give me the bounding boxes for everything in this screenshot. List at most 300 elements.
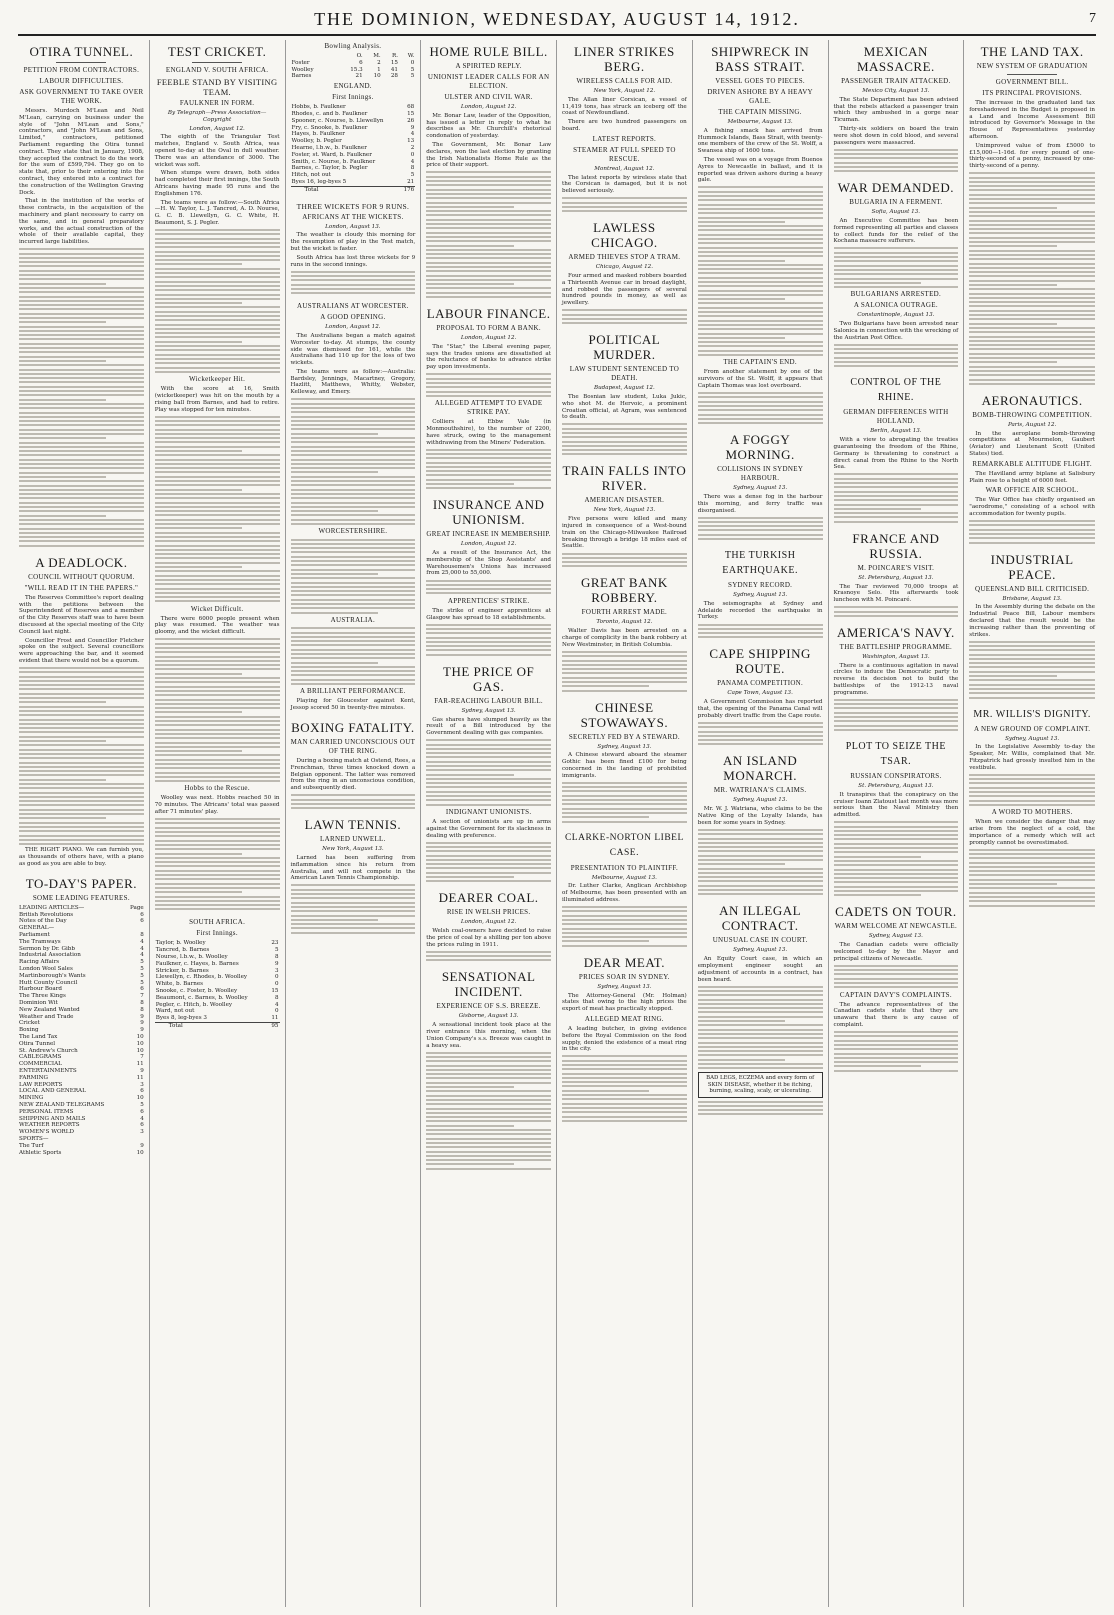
text-line	[834, 265, 959, 267]
total-runs: 176	[400, 186, 415, 193]
text-line	[426, 756, 551, 758]
text-line	[19, 804, 144, 806]
subheading: AFRICANS AT THE WICKETS.	[302, 212, 404, 221]
subheading: ITS PRINCIPAL PROVISIONS.	[982, 89, 1082, 97]
text-line	[291, 416, 416, 418]
text-line	[426, 748, 551, 750]
text-line	[834, 1044, 959, 1046]
text-line	[969, 520, 1095, 522]
text-line	[562, 928, 687, 930]
text-line	[155, 416, 280, 418]
text-line	[834, 504, 959, 506]
article-otira-tunnel	[19, 44, 144, 547]
paragraph: THE RIGHT PIANO. We can furnish you, as thousands of others have, with a piano as good as you are able to buy.	[19, 847, 144, 868]
subheading: WARM WELCOME AT NEWCASTLE.	[834, 922, 957, 931]
text-line	[291, 923, 416, 925]
bowling-figure: R.	[391, 53, 398, 59]
text-line	[698, 333, 823, 335]
subheading: PRICES SOAR IN SYDNEY.	[578, 972, 670, 981]
text-line	[19, 779, 106, 781]
subheading: SOUTH AFRICA.	[189, 918, 246, 927]
paragraph: There was a dense fog in the harbour this morning, and ferry traffic was disorganised.	[697, 493, 823, 514]
subheading: AUSTRALIANS AT WORCESTER.	[297, 302, 409, 311]
headline: THE TURKISH EARTHQUAKE.	[722, 550, 798, 577]
text-line	[562, 936, 687, 938]
text-line	[969, 250, 1095, 252]
subheading: "WILL READ IT IN THE PAPERS."	[24, 583, 139, 592]
text-line	[698, 195, 823, 197]
index-page	[130, 925, 144, 932]
paragraph: A leading butcher, in giving evidence before the Royal Commission on the food supply, denied the existence of a meat ring in the city.	[562, 1025, 687, 1053]
text-line	[426, 171, 551, 173]
text-line	[155, 780, 280, 782]
paragraph: Four armed and masked robbers boarded a Thirteenth Avenue car in broad daylight, and robbed the passengers of several hundred pounds in money, as well as jewellery.	[562, 272, 687, 307]
text-line	[698, 285, 823, 287]
index-page: 6	[140, 918, 144, 925]
index-row	[19, 1116, 144, 1123]
text-line	[562, 1094, 687, 1096]
text-line	[19, 270, 144, 272]
paragraph: Gas shares have slumped heavily as the result of a Bill introduced by the Government dealing with gas companies.	[426, 716, 551, 737]
text-line	[19, 510, 144, 512]
text-line	[969, 857, 1095, 859]
text-line	[969, 791, 1095, 793]
text-line	[155, 891, 242, 893]
text-filler	[698, 829, 823, 895]
text-line	[19, 671, 144, 673]
index-row	[19, 1143, 144, 1150]
text-line	[155, 750, 242, 752]
bowling-figure: 2	[377, 59, 381, 66]
text-line	[291, 459, 416, 461]
text-line	[969, 228, 1095, 230]
headline: A FOGGY MORNING.	[725, 432, 795, 463]
paragraph: The advance representatives of the Canadian cadets state that they are unaware that there is any cause of complaint.	[833, 1001, 959, 1028]
subheading: GREAT INCREASE IN MEMBERSHIP.	[426, 530, 551, 539]
text-line	[426, 580, 551, 582]
text-line	[155, 759, 280, 761]
batsman: White, b. Barnes	[155, 981, 204, 988]
index-row	[19, 1000, 144, 1007]
text-line	[19, 714, 144, 716]
text-line	[562, 906, 687, 908]
text-line	[155, 583, 280, 585]
article-three-wickets	[291, 202, 416, 295]
text-line	[155, 557, 280, 559]
paragraph: Thirty-six soldiers on board the train were shot down in cold blood, and several passengers were massacred.	[833, 125, 959, 146]
text-line	[19, 839, 144, 841]
text-line	[426, 1069, 551, 1071]
paragraph: The Australians began a match against Worcester to-day. At stumps, the county side was dismissed for 161, while the Australians had 110 up for the loss of two wickets.	[290, 332, 416, 367]
paragraph: There are two hundred passengers on board.	[562, 119, 687, 132]
text-line	[426, 846, 551, 848]
text-line	[155, 281, 280, 283]
text-line	[19, 523, 144, 525]
text-line	[155, 840, 280, 842]
text-line	[19, 749, 144, 751]
text-line	[19, 719, 144, 721]
text-line	[19, 407, 144, 409]
text-line	[698, 863, 785, 865]
bowling-figure: 5	[410, 66, 415, 73]
text-line	[834, 611, 959, 613]
text-line	[155, 493, 280, 495]
text-line	[698, 1046, 823, 1048]
text-line	[834, 365, 959, 367]
bowling-figure: 10	[373, 73, 381, 80]
text-line	[426, 1138, 551, 1140]
batsman: Llewellyn, c. Rhodes, b. Woolley	[155, 974, 248, 981]
text-line	[698, 260, 785, 262]
text-line	[698, 735, 823, 737]
place-date: Sydney, August 13.	[868, 933, 923, 940]
score-row	[155, 974, 280, 981]
text-line	[19, 693, 144, 695]
paragraph: The Reserves Committee's report dealing with the petitions between the Superintendent of Reserves and a member of the City Reserves staff was to have been discussed at the special meeting of the City Council last night.	[19, 594, 144, 635]
text-line	[19, 710, 144, 712]
index-label: WEATHER REPORTS	[19, 1122, 80, 1129]
text-line	[969, 263, 1095, 265]
paragraph: An Executive Committee has been formed representing all parties and classes to collect funds for the relief of the Kochana massacre sufferers.	[833, 217, 959, 245]
index-row	[19, 1014, 144, 1021]
text-line	[562, 432, 687, 434]
text-line	[155, 251, 280, 253]
text-line	[426, 645, 551, 647]
text-line	[834, 894, 921, 896]
text-line	[426, 649, 551, 651]
subheading: RISE IN WELSH PRICES.	[446, 908, 531, 917]
text-line	[834, 703, 959, 705]
text-line	[19, 723, 144, 725]
text-line	[426, 786, 551, 788]
text-line	[562, 428, 687, 430]
index-label: GENERAL—	[19, 925, 55, 932]
text-filler	[834, 247, 959, 288]
paragraph: Messrs. Murdoch M'Lean and Neil M'Lean, carrying on business under the style of "John M'Lean and Sons," contractors, and "John M'Lean and Sons, Limited," contractors, petitioned Parliament regarding the Otira tunnel contract. They state that in January, 1908, they accepted the contract to do the work for the sum of £599,794. They go on to state that, prior to their entering into the contract, they entered into a contract for the construction of the Wellington Graving Dock.	[19, 108, 144, 196]
paragraph: There is a continuous agitation in naval circles to induce the Democratic party to reverse its decision not to build the battleships of the 1912-13 naval programme.	[833, 662, 959, 696]
text-line	[291, 471, 378, 473]
text-line	[969, 782, 1095, 784]
text-line	[834, 838, 959, 840]
article-lawless-chicago	[562, 220, 687, 324]
text-line	[426, 257, 551, 259]
text-line	[291, 932, 416, 934]
text-line	[155, 371, 280, 373]
text-line	[562, 453, 687, 455]
text-line	[155, 306, 280, 308]
text-line	[19, 283, 106, 285]
index-row	[19, 1102, 144, 1109]
text-line	[562, 660, 687, 662]
text-line	[698, 409, 823, 411]
text-filler	[698, 1101, 823, 1116]
text-line	[155, 579, 280, 581]
text-line	[426, 180, 551, 182]
index-label: St. Andrew's Church	[19, 1047, 78, 1054]
subheading: UNUSUAL CASE IN COURT.	[712, 936, 808, 945]
text-line	[155, 566, 242, 568]
place-date: Berlin, August 13.	[870, 428, 922, 435]
text-line	[834, 1040, 959, 1042]
text-line	[291, 284, 416, 286]
text-filler	[834, 965, 959, 988]
text-line	[291, 674, 416, 676]
index-label: Parliament	[19, 932, 50, 939]
subheading: MR. WATRIANA'S CLAIMS.	[713, 786, 807, 795]
text-line	[426, 292, 551, 294]
text-line	[969, 220, 1095, 222]
text-line	[698, 320, 823, 322]
paragraph: Two Bulgarians have been arrested near Salonica in connection with the wrecking of the Austrian Post Office.	[833, 321, 959, 341]
text-line	[291, 539, 416, 541]
text-filler	[562, 906, 687, 947]
text-line	[969, 800, 1095, 802]
text-line	[426, 236, 551, 238]
subheading: CAPTAIN DAVY'S COMPLAINTS.	[839, 990, 952, 999]
text-line	[698, 1016, 823, 1018]
text-line	[291, 803, 416, 805]
article-sensational-incident	[426, 969, 551, 1169]
place-date: Sydney, August 13.	[733, 947, 788, 954]
text-line	[291, 403, 416, 405]
text-line	[155, 588, 280, 590]
paragraph: From another statement by one of the survivors of the St. Wolff, it appears that Captain Thomas was lost overboard.	[697, 369, 823, 389]
index-row	[19, 980, 144, 987]
text-line	[834, 357, 959, 359]
text-line	[19, 783, 144, 785]
text-line	[19, 736, 144, 738]
text-line	[426, 1129, 551, 1131]
index-label: Weather and Trade	[19, 1013, 74, 1020]
score-row	[291, 111, 416, 118]
text-line	[969, 301, 1095, 303]
text-line	[698, 396, 823, 398]
subheading: AMERICAN DISASTER.	[584, 496, 665, 505]
text-line	[426, 1133, 551, 1135]
text-line	[562, 668, 687, 670]
bowling-header	[291, 53, 416, 60]
text-line	[834, 166, 959, 168]
bowling-figure: O.	[356, 53, 363, 59]
text-line	[834, 986, 959, 988]
text-line	[291, 288, 416, 290]
place-date: Cape Town, August 13.	[727, 690, 793, 697]
paragraph: As a result of the Insurance Act, the membership of the Shop Assistants' and Warehousemen's Unions has increased from 25,000 to 55,000.	[426, 550, 551, 577]
text-line	[834, 499, 959, 501]
text-line	[291, 915, 416, 917]
text-line	[426, 1103, 551, 1105]
bowling-figure: 0	[410, 59, 415, 66]
text-line	[155, 476, 280, 478]
text-line	[562, 1077, 687, 1079]
subheading: Hobbs to the Rescue.	[184, 784, 250, 793]
index-page: 10	[136, 1040, 144, 1047]
batsman: Snooke, c. Foster, b. Woolley	[155, 987, 238, 994]
text-line	[19, 308, 144, 310]
text-line	[698, 1003, 823, 1005]
text-line	[969, 280, 1095, 282]
text-line	[562, 677, 687, 679]
text-line	[426, 193, 551, 195]
index-page: 9	[140, 1067, 144, 1074]
text-line	[969, 853, 1095, 855]
score-row	[155, 1015, 280, 1022]
headline: CADETS ON TOUR.	[835, 904, 957, 920]
text-line	[19, 770, 144, 772]
article-land-tax	[969, 44, 1095, 385]
index-label: London Wool Sales	[19, 966, 73, 973]
index-row	[19, 912, 144, 919]
text-line	[834, 286, 959, 288]
place-date: Sydney, August 13.	[597, 743, 652, 750]
text-line	[19, 545, 144, 547]
headline: WAR DEMANDED.	[837, 180, 955, 196]
text-line	[834, 352, 959, 354]
text-line	[969, 297, 1095, 299]
index-page: 4	[140, 945, 144, 952]
subheading: PETITION FROM CONTRACTORS.	[23, 66, 140, 74]
text-line	[834, 344, 959, 346]
text-filler	[834, 699, 959, 731]
text-line	[426, 1099, 551, 1101]
text-line	[834, 256, 959, 258]
index-row	[19, 973, 144, 980]
text-line	[155, 467, 280, 469]
text-line	[834, 157, 959, 159]
index-page: 5	[140, 972, 144, 979]
text-line	[155, 711, 242, 713]
text-line	[155, 707, 280, 709]
text-line	[155, 502, 280, 504]
paragraph: The "Star," the Liberal evening paper, says the trades unions are dissatisfied at the reluctance of banks to advance strike pay upon investments.	[426, 343, 551, 371]
index-page: 10	[136, 1095, 144, 1102]
text-line	[19, 835, 144, 837]
text-line	[969, 905, 1095, 907]
subheading: THREE WICKETS FOR 9 RUNS.	[296, 201, 410, 211]
index-row	[19, 1150, 144, 1157]
text-line	[698, 225, 823, 227]
text-line	[426, 1095, 551, 1097]
text-line	[19, 278, 144, 280]
text-line	[969, 198, 1095, 200]
text-line	[969, 537, 1095, 539]
text-line	[155, 643, 280, 645]
text-line	[155, 315, 280, 317]
article-foggy-morning	[698, 432, 823, 540]
text-line	[19, 540, 144, 542]
text-line	[291, 884, 416, 886]
text-line	[562, 423, 687, 425]
index-page: 10	[136, 1047, 144, 1054]
text-line	[426, 1056, 551, 1058]
index-page: 11	[136, 1074, 144, 1081]
index-label: Martinborough's Wants	[19, 972, 86, 979]
runs: 0	[274, 981, 279, 988]
index-row	[19, 1088, 144, 1095]
text-line	[969, 357, 1095, 359]
text-line	[562, 1060, 687, 1062]
text-line	[19, 676, 144, 678]
batsman: Woolley, b. Pegler	[291, 138, 342, 145]
paragraph: With the score at 16, Smith (wicketkeeper) was hit on the mouth by a rising ball from Barnes, and had to retire. Play was stopped for ten minutes.	[154, 386, 280, 413]
article-test-cricket	[155, 44, 280, 910]
subheading: A GOOD OPENING.	[320, 313, 386, 322]
bowling-figure: 5	[410, 73, 415, 80]
text-line	[19, 296, 144, 298]
batsman: Byes 8, leg-byes 3	[155, 1015, 207, 1022]
text-line	[698, 418, 823, 420]
text-line	[426, 457, 551, 459]
text-line	[19, 351, 144, 353]
text-line	[426, 378, 551, 380]
text-line	[155, 454, 280, 456]
text-line	[562, 945, 687, 947]
text-line	[426, 951, 551, 953]
text-line	[562, 309, 687, 311]
bowler: Woolley	[291, 66, 314, 73]
text-line	[155, 694, 280, 696]
columns	[14, 40, 1100, 1607]
text-line	[19, 757, 144, 759]
subheading: Wicketkeeper Hit.	[189, 375, 246, 384]
text-line	[969, 211, 1095, 213]
text-line	[698, 1024, 823, 1026]
subheading: APPRENTICES' STRIKE.	[447, 596, 530, 605]
page-number: 7	[1089, 11, 1096, 26]
article-chinese-stowaways	[562, 700, 687, 823]
text-line	[291, 807, 416, 809]
text-line	[969, 323, 1057, 325]
headline: DEARER COAL.	[438, 890, 539, 906]
text-line	[698, 242, 823, 244]
text-line	[291, 271, 416, 273]
bowling-row	[291, 60, 416, 67]
paragraph: It transpires that the conspiracy on the cruiser Ioann Zlatoust last month was more serious than the Naval Ministry then admitted.	[833, 791, 959, 819]
text-line	[834, 1035, 959, 1037]
text-line	[834, 153, 959, 155]
text-line	[155, 345, 280, 347]
text-line	[155, 908, 280, 910]
place-date: Sydney, August 13.	[1005, 735, 1060, 742]
subheading: RUSSIAN CONSPIRATORS.	[850, 771, 942, 780]
paragraph: When we consider the danger that may arise from the neglect of a cold, the importance of a remedy which will act promptly cannot be overestimated.	[969, 819, 1095, 846]
score-row	[291, 131, 416, 138]
subheading: ENGLAND V. SOUTH AFRICA.	[165, 66, 269, 74]
place-date: Gisborne, August 13.	[458, 1013, 519, 1020]
text-line	[562, 786, 687, 788]
text-line	[562, 449, 687, 451]
text-line	[698, 307, 823, 309]
article-labour-finance	[426, 306, 551, 489]
text-line	[291, 480, 416, 482]
subheading: COUNCIL WITHOUT QUORUM.	[28, 572, 135, 581]
index-row	[19, 1082, 144, 1089]
text-line	[969, 374, 1095, 376]
text-line	[969, 529, 1095, 531]
bowling-table	[291, 53, 416, 80]
text-line	[969, 245, 1057, 247]
index-label: Hutt County Council	[19, 979, 78, 986]
runs: 9	[274, 960, 279, 967]
text-line	[155, 229, 280, 231]
text-filler	[969, 520, 1095, 543]
text-line	[698, 345, 823, 347]
place-date: Sofia, August 13.	[871, 209, 921, 216]
text-line	[698, 880, 823, 882]
index-page: 10	[136, 1149, 144, 1156]
runs: 0	[274, 974, 279, 981]
index-page: 10	[136, 1033, 144, 1040]
